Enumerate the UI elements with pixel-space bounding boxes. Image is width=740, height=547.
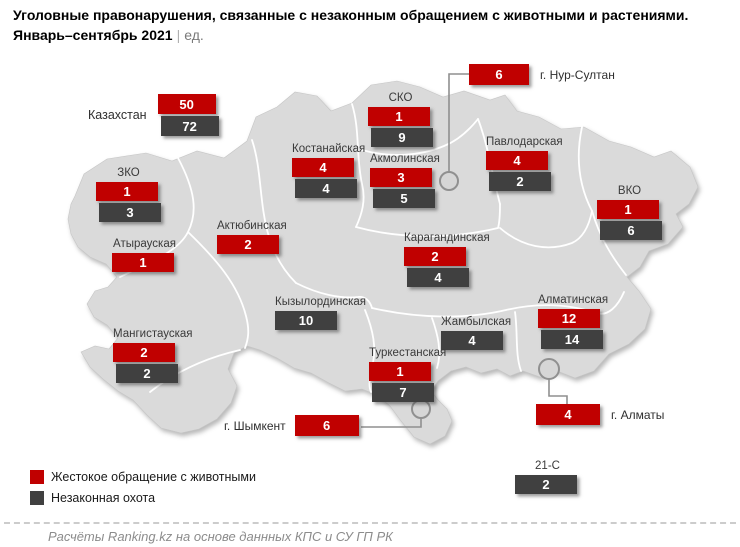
cruelty-count-badge: 2: [217, 235, 279, 254]
cruelty-count-badge: 1: [112, 253, 174, 272]
hunting-count-badge: 72: [161, 116, 219, 136]
region-label: Алматинская: [537, 294, 609, 306]
group-form-21s: [515, 460, 580, 494]
region-group-karaganda: [404, 232, 490, 287]
region-group-kostanay: [292, 143, 365, 198]
region-group-kyzylorda: [275, 296, 366, 330]
hunting-count-badge: 4: [407, 268, 469, 287]
almaty-marker: [539, 359, 559, 379]
region-group-almaty-region: [538, 294, 608, 349]
nur-sultan-marker: [440, 172, 458, 190]
region-label: ВКО: [617, 185, 642, 197]
chart-title: [13, 6, 688, 46]
cruelty-count-badge: 1: [597, 200, 659, 219]
form-21s-label: 21-С: [535, 460, 560, 472]
cruelty-count-badge: 6: [295, 415, 359, 436]
total-group-kazakhstan: [88, 94, 223, 136]
cruelty-count-badge: 1: [96, 182, 158, 201]
chart-title-line1: Уголовные правонарушения, связанные с незаконным обращением с животными и растениями.: [13, 7, 689, 23]
region-label: СКО: [388, 92, 413, 104]
title-separator: |: [176, 26, 181, 43]
city-label: г. Нур-Султан: [540, 67, 615, 82]
source-note: Расчёты Ranking.kz на основе даннных КПС и СУ ГП РК: [48, 529, 393, 544]
region-group-pavlodar: [486, 136, 563, 191]
shymkent-marker: [412, 400, 430, 418]
cruelty-count-badge: 4: [292, 158, 354, 177]
region-label: Жамбылская: [440, 316, 512, 328]
city-group-almaty: [536, 404, 664, 425]
dashed-divider: [4, 522, 736, 524]
cruelty-count-badge: 4: [486, 151, 548, 170]
hunting-count-badge: 2: [515, 475, 577, 494]
region-label: ЗКО: [117, 167, 140, 179]
legend-item-hunting: [30, 491, 256, 505]
hunting-count-badge: 4: [441, 331, 503, 350]
cruelty-count-badge: 2: [113, 343, 175, 362]
cruelty-count-badge: 3: [370, 168, 432, 187]
hunting-count-badge: 6: [600, 221, 662, 240]
region-label: Атырауская: [113, 238, 176, 250]
region-group-vko: [597, 185, 662, 240]
region-label: Мангистауская: [112, 328, 193, 340]
cruelty-count-badge: 4: [536, 404, 600, 425]
city-label: г. Шымкент: [224, 418, 286, 433]
hunting-count-badge: 5: [373, 189, 435, 208]
region-label: Карагандинская: [404, 232, 490, 244]
cruelty-swatch-icon: [30, 470, 44, 484]
region-label: Актюбинская: [217, 220, 287, 232]
chart-unit: ед.: [184, 26, 204, 43]
region-group-sko: [368, 92, 433, 147]
cruelty-count-badge: 12: [538, 309, 600, 328]
region-label: Павлодарская: [486, 136, 563, 148]
legend-label: Незаконная охота: [51, 491, 156, 505]
legend-item-cruelty: [30, 470, 256, 484]
region-group-zko: [96, 167, 161, 222]
region-group-zhambyl: [441, 316, 511, 350]
cruelty-count-badge: 1: [369, 362, 431, 381]
almaty-connector: [549, 379, 567, 404]
region-label: Костанайская: [292, 143, 366, 155]
hunting-count-badge: 9: [371, 128, 433, 147]
region-label: Кызылординская: [274, 296, 367, 308]
hunting-swatch-icon: [30, 491, 44, 505]
hunting-count-badge: 3: [99, 203, 161, 222]
city-label: г. Алматы: [611, 407, 665, 422]
legend: [30, 470, 256, 512]
region-group-turkestan: [369, 347, 446, 402]
hunting-count-badge: 2: [116, 364, 178, 383]
region-group-aktobe: [217, 220, 287, 254]
hunting-count-badge: 4: [295, 179, 357, 198]
chart-title-line2: [13, 26, 688, 46]
legend-label: Жестокое обращение с животными: [51, 470, 256, 484]
region-group-mangystau: [113, 328, 193, 383]
hunting-count-badge: 14: [541, 330, 603, 349]
chart-period: Январь–сентябрь 2021: [13, 26, 173, 43]
cruelty-count-badge: 1: [368, 107, 430, 126]
city-group-nur-sultan: [469, 64, 615, 85]
cruelty-count-badge: 6: [469, 64, 529, 85]
cruelty-count-badge: 50: [158, 94, 216, 114]
region-group-akmola: [370, 153, 440, 208]
region-label: Акмолинская: [370, 153, 440, 165]
cruelty-count-badge: 2: [404, 247, 466, 266]
region-label: Туркестанская: [369, 347, 447, 359]
hunting-count-badge: 7: [372, 383, 434, 402]
region-group-atyrau: [112, 238, 177, 272]
city-group-shymkent: [224, 415, 359, 436]
hunting-count-badge: 10: [275, 311, 337, 330]
total-label: Казахстан: [88, 108, 147, 122]
hunting-count-badge: 2: [489, 172, 551, 191]
